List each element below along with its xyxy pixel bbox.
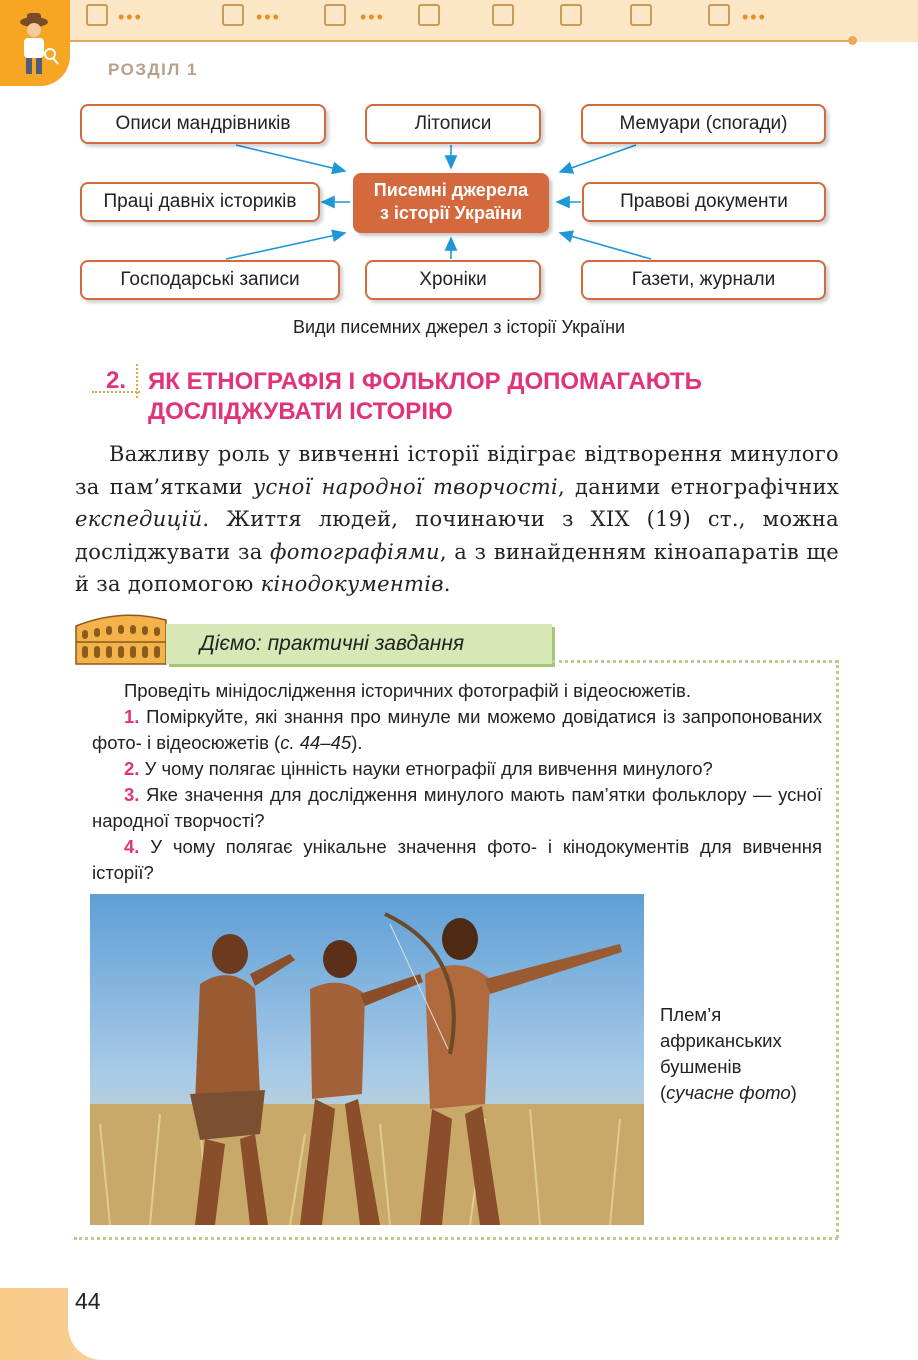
colosseum-icon [74, 606, 168, 668]
decorative-dots: ••• [742, 7, 767, 27]
paragraph-emphasis: усної народної творчості [252, 474, 558, 499]
photo-caption-line [660, 1080, 830, 1106]
task-number: 4. [124, 836, 140, 857]
photo-caption [660, 1002, 830, 1106]
paragraph-emphasis: експедицій [75, 507, 203, 531]
practice-task-1 [92, 704, 822, 756]
task-text: Поміркуйте, які знання про минуле ми можемо довідатися із запропонованих фото- і відеосюжетів ( [92, 706, 823, 753]
photo-caption-italic: сучасне фото [666, 1082, 791, 1103]
paragraph-text: . Життя людей, починаючи з XIX (19) ст., можна досліджувати за [75, 507, 839, 564]
task-text: У чому полягає цінність науки етнографії для вивчення минулого? [144, 758, 713, 779]
task-text: Яке значення для дослідження минулого мають пам’ятки фольклору — усної народної творчості? [92, 784, 823, 831]
section-heading-line2: ДОСЛІДЖУВАТИ ІСТОРІЮ [148, 398, 453, 425]
decorative-dots: ••• [360, 7, 385, 27]
footer-panel [68, 1262, 918, 1360]
diagram-box-legal-documents: Правові документи [582, 182, 826, 222]
diagram-center-line1: Писемні джерела [373, 180, 529, 200]
page-number: 44 [75, 1288, 101, 1314]
diagram-center-line2: з історії України [379, 203, 523, 223]
section-heading-line1: ЯК ЕТНОГРАФІЯ І ФОЛЬКЛОР ДОПОМАГАЮТЬ [148, 368, 702, 395]
body-paragraph [75, 438, 839, 601]
practice-intro: Проведіть мінідослідження історичних фотографій і відеосюжетів. [124, 680, 691, 701]
practice-tasks [92, 678, 822, 886]
diagram-box-memoirs: Мемуари (спогади) [581, 104, 826, 144]
decorative-dots: ••• [118, 7, 143, 27]
diagram-box-annals: Хроніки [365, 260, 541, 300]
photo-caption-line: Плем’я [660, 1004, 722, 1025]
paren-open: ( [660, 1082, 667, 1103]
diagram-box-chronicles: Літописи [365, 104, 541, 144]
diagram-box-travelers: Описи мандрівників [80, 104, 326, 144]
practice-border-top [552, 660, 838, 663]
section-number: 2. [106, 367, 127, 394]
practice-task-4 [92, 834, 822, 886]
task-number: 3. [124, 784, 140, 805]
paragraph-text: , а з винайденням кіноапаратів ще й за допомогою [75, 539, 840, 596]
diagram-center-box [353, 173, 549, 233]
diagram-box-historians: Праці давніх істориків [80, 182, 320, 222]
practice-border-right [836, 660, 839, 1238]
photo-caption-line: бушменів [660, 1056, 742, 1077]
paragraph-text: Важливу роль у вивченні історії відіграє відтворення минулого за пам’ятками [75, 442, 839, 499]
paren-close: ) [790, 1082, 797, 1103]
paragraph-emphasis: фотографіями [270, 539, 440, 564]
section-heading [148, 367, 848, 427]
practice-task-3 [92, 782, 822, 834]
paragraph-text: . [443, 572, 451, 596]
diagram-box-newspapers: Газети, журнали [581, 260, 826, 300]
paragraph-text: , даними етнографічних [557, 474, 839, 499]
page-reference: с. 44–45 [280, 732, 352, 753]
decorative-dots: ••• [256, 7, 281, 27]
diagram-box-household-records: Господарські записи [80, 260, 340, 300]
diagram-caption: Види писемних джерел з історії України [292, 317, 626, 337]
task-text: ). [351, 732, 363, 753]
task-number: 1. [124, 706, 140, 727]
task-text: У чому полягає унікальне значення фото- і кінодокументів для вивчення історії? [92, 836, 822, 883]
bushmen-photo [90, 894, 644, 1225]
practice-border-bottom [74, 1237, 838, 1240]
heading-number-divider [136, 364, 138, 398]
practice-banner: Дiємо: практичні завдання [166, 624, 552, 664]
task-number: 2. [124, 758, 140, 779]
section-label: РОЗДІЛ 1 [108, 60, 198, 79]
paragraph-emphasis: кінодокументів [260, 572, 444, 596]
practice-task-2 [92, 756, 822, 782]
photo-caption-line: африканських [660, 1030, 782, 1051]
